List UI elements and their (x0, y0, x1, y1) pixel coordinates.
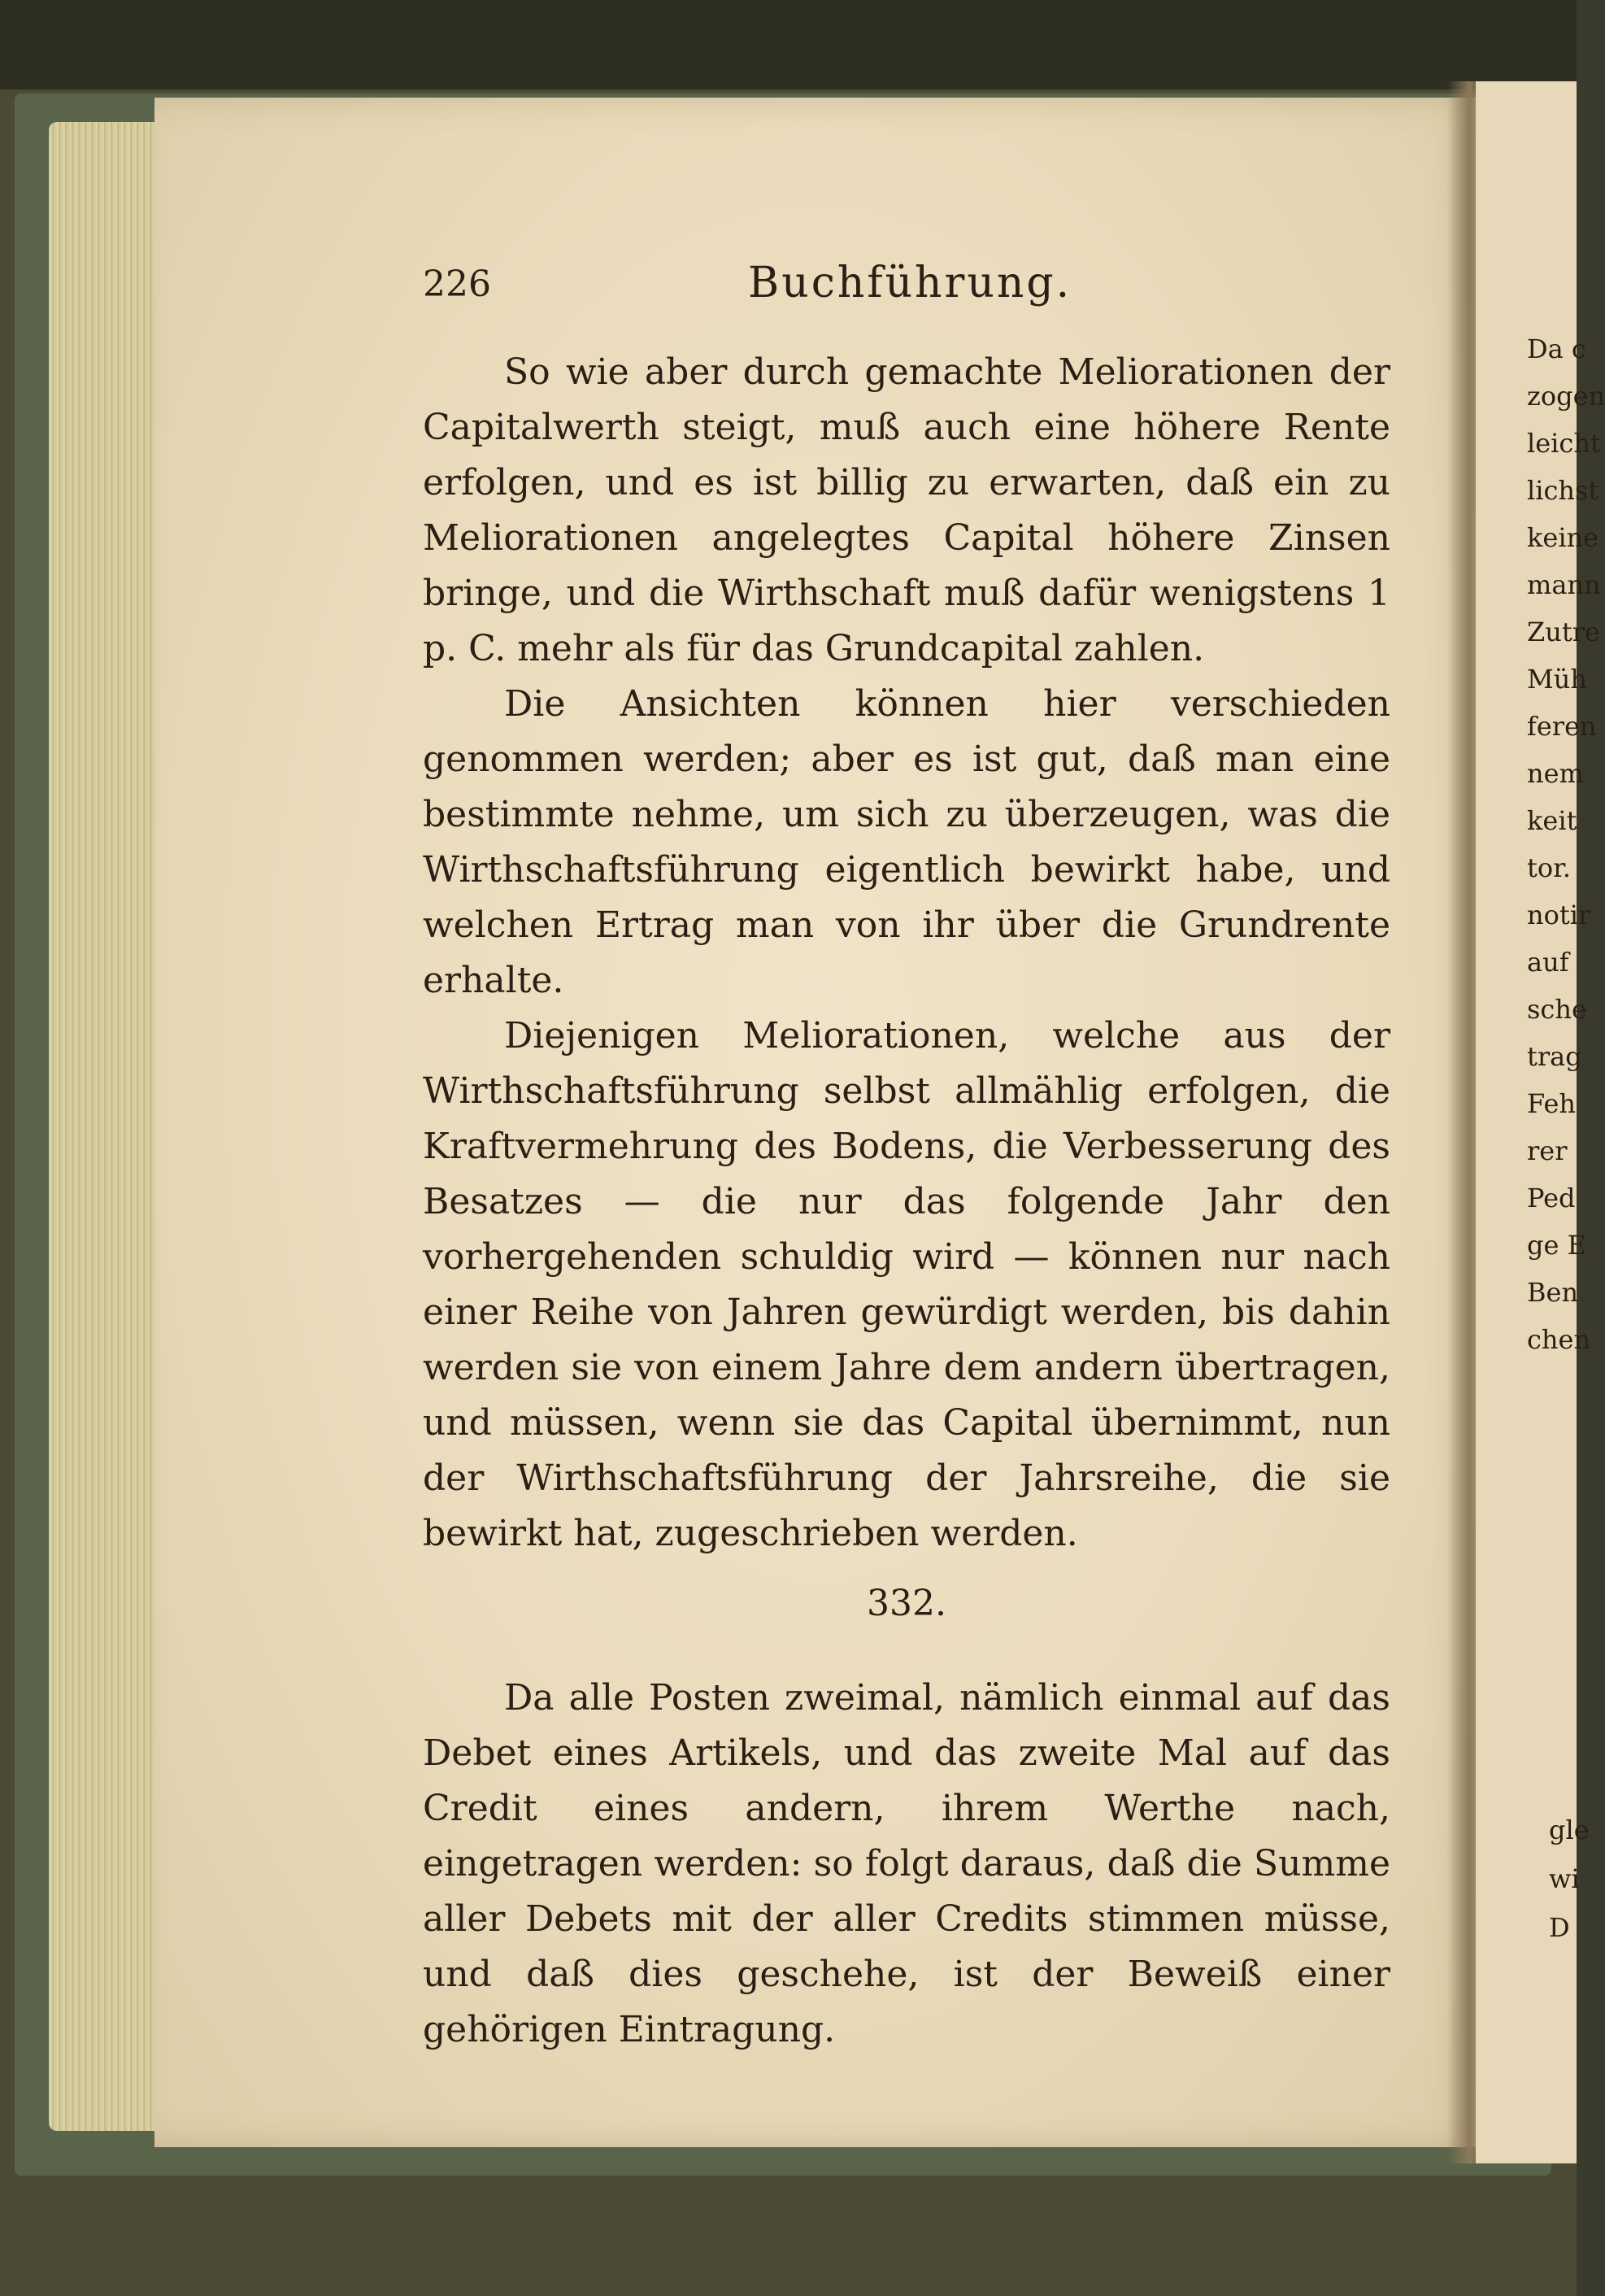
facing-line: chen (1527, 1324, 1591, 1355)
facing-line: wi (1549, 1863, 1580, 1894)
page-text-block (423, 252, 1390, 2058)
background-strip (0, 0, 1577, 89)
facing-line: gle (1549, 1815, 1590, 1845)
facing-line: nem (1527, 758, 1584, 789)
facing-line: Ben (1527, 1277, 1579, 1308)
running-head: Buchführung. (748, 259, 1072, 307)
facing-line: trag (1527, 1041, 1582, 1072)
facing-line: keine (1527, 522, 1599, 553)
facing-line: zogen (1527, 381, 1605, 412)
facing-line: auf (1527, 947, 1569, 978)
facing-line: Ped (1527, 1183, 1576, 1213)
facing-line: mann (1527, 569, 1601, 600)
facing-page-text-lower (1549, 1806, 1590, 1952)
facing-line: notir (1527, 900, 1591, 930)
facing-line: sche (1527, 994, 1587, 1025)
facing-line: feren (1527, 711, 1597, 742)
facing-line: Feh (1527, 1088, 1576, 1119)
paragraph-3: Diejenigen Meliorationen, welche aus der Wirthschaftsführung selbst allmählig erfolgen, die Kraftvermehrung des Bodens, die Verbesserung des Besatzes — die nur das folgende Jahr den vorhergehenden schuldig wird — können nur nach einer Reihe von Jahren gewürdigt werden, bis dahin werden sie von einem Jahre dem andern übertragen, und müssen, wenn sie das Capital übernimmt, nun der Wirthschaftsführung der Jahrsreihe, die sie bewirkt hat, zugeschrieben werden. (423, 1015, 1390, 1554)
facing-line: lichst (1527, 475, 1599, 506)
facing-line: rer (1527, 1135, 1568, 1166)
facing-line: leicht (1527, 428, 1601, 459)
facing-line: Zutre (1527, 616, 1600, 647)
facing-line: Da c (1527, 333, 1586, 364)
section-number: 332. (867, 1583, 946, 1624)
facing-line: ge E (1527, 1230, 1586, 1261)
facing-page-text (1527, 325, 1605, 1363)
facing-line: keit (1527, 805, 1577, 836)
section-paragraph: Da alle Posten zweimal, nämlich einmal auf das Debet eines Artikels, und das zweite Mal auf das Credit eines andern, ihrem Werthe nach, eingetragen werden: so folgt daraus, daß die Summe aller Debets mit der aller Credits stimmen müsse, und daß dies geschehe, ist der Beweiß einer gehörigen Eintragung. (423, 1677, 1390, 2050)
page-number: 226 (423, 264, 491, 305)
paragraph-1: So wie aber durch gemachte Meliorationen der Capitalwerth steigt, muß auch eine höhere Rente erfolgen, und es ist billig zu erwarten, daß ein zu Meliorationen angelegtes Capital höhere Zinsen bringe, und die Wirthschaft muß dafür wenigstens 1 p. C. mehr als für das Grundcapital zahlen. (423, 351, 1390, 669)
paragraph-2: Die Ansichten können hier verschieden genommen werden; aber es ist gut, daß man eine bestimmte nehme, um sich zu überzeugen, was die Wirthschaftsführung eigentlich bewirkt habe, und welchen Ertrag man von ihr über die Grundrente erhalte. (423, 683, 1390, 1001)
page-header (423, 252, 1390, 325)
facing-line: Müh (1527, 664, 1587, 695)
facing-line: tor. (1527, 852, 1572, 883)
facing-line: D (1549, 1912, 1570, 1943)
